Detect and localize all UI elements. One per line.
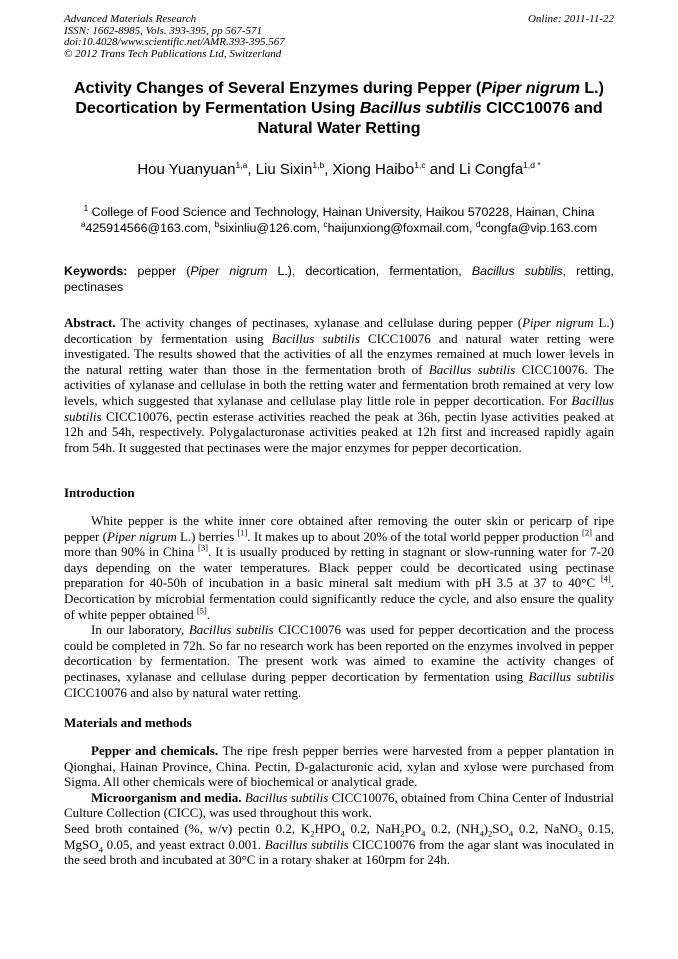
- text-run: 0.2, (NH: [425, 820, 480, 836]
- text-run: CICC10076 and Natural Water Retting: [257, 100, 603, 137]
- text-run: L.) Decortication by Fermentation Using: [75, 80, 604, 117]
- introduction-section: [64, 513, 614, 700]
- subscript: 4: [421, 828, 426, 839]
- bold-text: Abstract.: [64, 315, 116, 330]
- superscript: [1]: [237, 527, 248, 538]
- text-run: PO: [404, 820, 422, 836]
- keywords: [64, 264, 614, 295]
- methods-paragraph-pepper: [64, 743, 614, 790]
- subscript: 4: [98, 844, 103, 855]
- issn: ISSN: 1662-8985, Vols. 393-395, pp 567-571: [64, 24, 262, 37]
- superscript: 1,c: [414, 160, 426, 170]
- superscript: [4]: [600, 574, 611, 585]
- doi: doi:10.4028/www.scientific.net/AMR.393-395.567: [64, 36, 285, 49]
- text-run: White pepper is the white inner core obtained after removing the outer skin or pericarp of ripe pepper (: [64, 513, 614, 544]
- journal-header: [64, 14, 285, 60]
- superscript: [5]: [196, 605, 207, 616]
- text-run: In our laboratory,: [91, 622, 189, 638]
- italic-text: Bacillus subtilis: [359, 100, 482, 117]
- text-run: Seed broth contained (%, w/v) pectin 0.2, K: [64, 820, 311, 836]
- text-run: and Li Congfa: [425, 161, 524, 178]
- text-run: L.) berries: [176, 528, 238, 544]
- text-run: .: [206, 606, 211, 622]
- text-run: pepper (: [127, 264, 191, 278]
- subscript: 2: [400, 828, 405, 839]
- text-run: , Xiong Haibo: [324, 161, 415, 178]
- italic-text: Bacillus subtilis: [271, 330, 360, 346]
- text-run: and more than 90% in China: [64, 528, 615, 560]
- italic-text: Piper nigrum: [522, 315, 594, 330]
- text-run: 425914566@163.com,: [85, 221, 215, 235]
- italic-text: Bacillus subtilis: [428, 361, 516, 377]
- paper-title: [50, 79, 628, 139]
- text-run: , retting, pectinases: [64, 264, 614, 294]
- text-run: SO: [492, 820, 509, 836]
- affiliation-block: [40, 204, 638, 236]
- text-run: L.) decortication by fermentation using: [64, 315, 614, 346]
- text-run: haijunxiong@foxmail.com,: [327, 221, 476, 235]
- abstract-text: [64, 315, 614, 455]
- italic-text: Bacillus subtilis: [64, 392, 614, 424]
- text-run: sixinliu@126.com,: [219, 221, 324, 235]
- italic-text: Bacillus subtilis: [471, 264, 563, 278]
- text-run: CICC10076, pectin esterase activities reached the peak at 36h, pectin lyase activities peaked at 12h and 54h, respectively. Polygalacturonase activities peaked at 12h first and increased rapidly again from 54h. It suggested that pectinases were the major enzymes for pepper decortication.: [64, 408, 614, 455]
- text-run: College of Food Science and Technology, Hainan University, Haikou 570228, Hainan, China: [88, 205, 595, 219]
- abstract: [64, 315, 614, 455]
- superscript: c: [323, 218, 328, 229]
- text-run: CICC10076 and also by natural water retting.: [64, 684, 302, 700]
- text-run: . Decortication by microbial fermentation could significantly reduce the cycle, and also ensure the quality of white pepper obtained: [64, 575, 614, 622]
- text-run: CICC10076. The activities of xylanase and cellulase in both the retting water and fermentation broth remained at very low levels, which suggested that xylanase and cellulase play little role in pepper decortication. For: [64, 361, 615, 408]
- italic-text: Bacillus subtilis: [188, 622, 274, 638]
- superscript: d: [475, 218, 481, 229]
- intro-paragraph-1: [64, 513, 614, 622]
- italic-text: Bacillus subtilis: [528, 668, 615, 684]
- text-run: Hou Yuanyuan: [137, 161, 236, 178]
- section-heading-introduction: Introduction: [64, 485, 135, 500]
- online-date: Online: 2011-11-22: [527, 13, 614, 25]
- subscript: 3: [578, 828, 583, 839]
- subscript: 2: [488, 828, 493, 839]
- journal-name: Advanced Materials Research: [64, 13, 197, 25]
- methods-paragraph-seed-broth: [64, 821, 614, 868]
- bold-text: Microorganism and media.: [91, 789, 242, 805]
- bold-text: Pepper and chemicals.: [91, 743, 219, 758]
- text-run: 0.2, NaH: [344, 820, 401, 836]
- text-run: CICC10076 from the agar slant was inoculated in the seed broth and incubated at 30°C in a rotary shaker at 160rpm for 24h.: [64, 836, 615, 868]
- methods-section: [64, 743, 614, 868]
- italic-text: Piper nigrum: [190, 264, 268, 278]
- text-run: 0.15, MgSO: [64, 820, 615, 852]
- methods-paragraph-microorganism: [64, 790, 614, 821]
- superscript: 1,b: [312, 160, 325, 170]
- intro-paragraph-2: [64, 622, 614, 700]
- copyright: © 2012 Trans Tech Publications Ltd, Switzerland: [64, 47, 282, 60]
- text-run: L.), decortication, fermentation,: [267, 264, 472, 278]
- text-run: The ripe fresh pepper berries were harvested from a pepper plantation in Qionghai, Hainan Province, China. Pectin, D-galacturonic acid, xylan and xylose were purchased from Sigma. All other chemicals were of biochemical or analytical grade.: [64, 743, 614, 790]
- text-run: . It is usually produced by retting in stagnant or slow-running water for 7-20 days depending on the water temperatures. Black pepper could be decorticated using pectinase preparation for 40-50h of incubation in a basic mineral salt medium with pH 3.5 at 37 to 40°C: [64, 544, 615, 591]
- text-run: The activity changes of pectinases, xylanase and cellulase during pepper (: [115, 315, 523, 330]
- italic-text: Piper nigrum: [106, 528, 177, 544]
- text-run: , Liu Sixin: [247, 161, 313, 178]
- superscript: 1,a: [235, 160, 248, 170]
- superscript: [2]: [582, 527, 592, 538]
- text-run: HPO: [314, 820, 341, 836]
- text-run: CICC10076, obtained from China Center of Industrial Culture Collection (CICC), was used throughout this work.: [64, 789, 615, 821]
- subscript: 2: [310, 828, 315, 839]
- bold-text: Keywords:: [64, 264, 128, 278]
- text-run: . It makes up to about 20% of the total world pepper production: [247, 528, 583, 544]
- italic-text: Bacillus subtilis: [244, 789, 329, 805]
- text-run: CICC10076 and natural water retting were investigated. The results showed that the activities of all the enzymes remained at much lower levels in the natural retting water than those in the fermentation broth of: [64, 330, 615, 377]
- text-run: 0.05, and yeast extract 0.001.: [102, 836, 265, 852]
- text-run: 0.2, NaNO: [513, 820, 579, 836]
- emails: [40, 220, 638, 236]
- italic-text: Piper nigrum: [481, 80, 580, 97]
- authors: [40, 161, 638, 179]
- affiliation: [40, 204, 638, 220]
- italic-text: Bacillus subtilis: [264, 836, 349, 852]
- text-run: ): [483, 820, 489, 836]
- subscript: 4: [479, 828, 484, 839]
- subscript: 4: [508, 828, 514, 839]
- text-run: congfa@vip.163.com: [480, 221, 598, 235]
- text-run: CICC10076 was used for pepper decortication and the process could be completed in 72h. So far no research work has been reported on the enzymes involved in pepper decortication by fermentation. The present work was aimed to examine the activity changes of pectinases, xylanase and cellulase during pepper decortication by fermentation using: [64, 622, 614, 684]
- superscript: 1,d *: [523, 160, 541, 170]
- superscript: a: [80, 218, 86, 229]
- text-run: Activity Changes of Several Enzymes during Pepper (: [74, 80, 482, 97]
- section-heading-methods: Materials and methods: [64, 715, 192, 730]
- superscript: [3]: [198, 542, 208, 553]
- subscript: 4: [340, 828, 345, 839]
- superscript: 1: [83, 202, 89, 213]
- superscript: b: [214, 218, 220, 229]
